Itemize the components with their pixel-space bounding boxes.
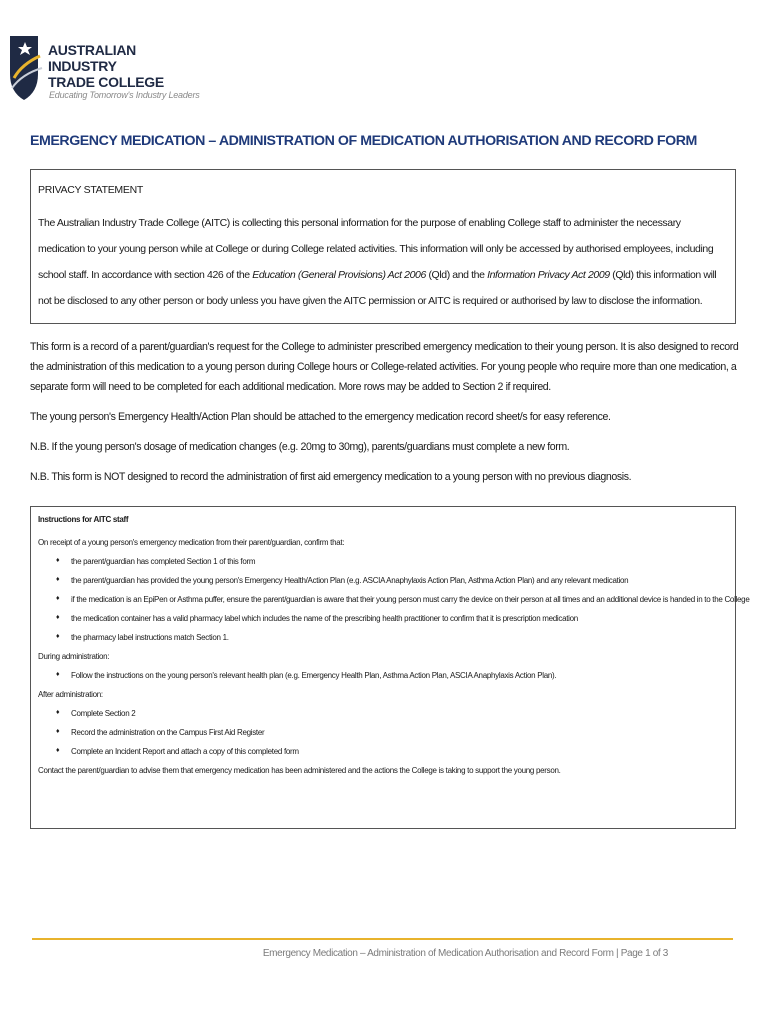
- list-item: ♦ Record the administration on the Campus First Aid Register: [56, 728, 265, 737]
- after-heading: After administration:: [38, 690, 103, 699]
- privacy-text-3: (Qld) this information will not be disclosed to any other person or body unless you have given the AITC permission or AITC is required or authorised by law to disclose the information.: [38, 269, 717, 307]
- dosage-note: N.B. If the young person's dosage of medication changes (e.g. 20mg to 30mg), parents/guardians must complete a new form.: [30, 441, 570, 453]
- privacy-body: [38, 210, 729, 314]
- privacy-text-2: (Qld) and the: [425, 269, 488, 281]
- college-crest-icon: [8, 34, 44, 104]
- college-name: [48, 42, 178, 90]
- privacy-heading: PRIVACY STATEMENT: [38, 184, 143, 196]
- receipt-list: [38, 557, 750, 642]
- list-item: ♦ Complete Section 2: [56, 709, 136, 718]
- bullet-icon: ♦: [56, 671, 60, 678]
- bullet-icon: ♦: [56, 728, 60, 735]
- list-item: ♦ Complete an Incident Report and attach a copy of this completed form: [56, 747, 299, 756]
- privacy-act-2: Information Privacy Act 2009: [487, 269, 610, 281]
- after-list: [38, 709, 729, 756]
- college-logo: [8, 34, 200, 104]
- privacy-statement-box: [30, 169, 736, 324]
- form-introduction: [30, 337, 742, 497]
- college-name-line1: AUSTRALIAN INDUSTRY: [48, 42, 136, 74]
- during-list: [38, 671, 729, 680]
- list-item: ♦ Follow the instructions on the young person's relevant health plan (e.g. Emergency Health Plan, Asthma Action Plan, ASCIA Anaphylaxis Action Plan).: [56, 671, 557, 680]
- instructions-title: Instructions for AITC staff: [38, 515, 129, 524]
- bullet-icon: ♦: [56, 595, 60, 602]
- bullet-icon: ♦: [56, 747, 60, 754]
- bullet-icon: ♦: [56, 633, 60, 640]
- privacy-act-1: Education (General Provisions) Act 2006: [252, 269, 426, 281]
- bullet-icon: ♦: [56, 576, 60, 583]
- form-title: EMERGENCY MEDICATION – ADMINISTRATION OF MEDICATION AUTHORISATION AND RECORD FORM: [30, 133, 697, 149]
- staff-instructions-box: [30, 506, 750, 829]
- bullet-icon: ♦: [56, 709, 60, 716]
- list-item: ♦ the medication container has a valid pharmacy label which includes the name of the prescribing health practitioner to confirm that it is prescription medication: [56, 614, 578, 623]
- on-receipt-text: On receipt of a young person's emergency medication from their parent/guardian, confirm that:: [38, 538, 345, 547]
- college-name-line2: TRADE COLLEGE: [48, 74, 164, 90]
- action-plan-paragraph: The young person's Emergency Health/Action Plan should be attached to the emergency medication record sheet/s for easy reference.: [30, 411, 611, 423]
- footer-divider: [32, 938, 733, 940]
- list-item: ♦ the parent/guardian has provided the young person's Emergency Health/Action Plan (e.g. ASCIA Anaphylaxis Action Plan, Asthma Action Plan) and any relevant medication: [56, 576, 629, 585]
- contact-text: Contact the parent/guardian to advise them that emergency medication has been administered and the actions the College is taking to support the young person.: [38, 766, 561, 775]
- bullet-icon: ♦: [56, 614, 60, 621]
- list-item: ♦ if the medication is an EpiPen or Asthma puffer, ensure the parent/guardian is aware that their young person must carry the device on their person at all times and an additional device is handed in to the College: [56, 595, 750, 604]
- intro-paragraph: This form is a record of a parent/guardian's request for the College to administer prescribed emergency medication to their young person. It is also designed to record the administration of this medication to a young person during College hours or College-related activities. For young people who require more than one medication, a separate form will need to be completed for each additional medication. More rows may be added to Section 2 if required.: [30, 341, 739, 393]
- list-item: ♦ the pharmacy label instructions match Section 1.: [56, 633, 229, 642]
- list-item: ♦ the parent/guardian has completed Section 1 of this form: [56, 557, 256, 566]
- bullet-icon: ♦: [56, 557, 60, 564]
- first-aid-note: N.B. This form is NOT designed to record the administration of first aid emergency medication to a young person with no previous diagnosis.: [30, 471, 632, 483]
- page-footer: Emergency Medication – Administration of Medication Authorisation and Record Form | Page 1 of 3: [262, 948, 668, 959]
- privacy-text-1: The Australian Industry Trade College (AITC) is collecting this personal information for the purpose of enabling College staff to administer the necessary medication to your young person while at College or during College related activities. This information will only be accessed by authorised employees, including school staff. In accordance with section 426 of the: [38, 217, 714, 281]
- during-heading: During administration:: [38, 652, 110, 661]
- college-tagline: Educating Tomorrow's Industry Leaders: [49, 90, 200, 100]
